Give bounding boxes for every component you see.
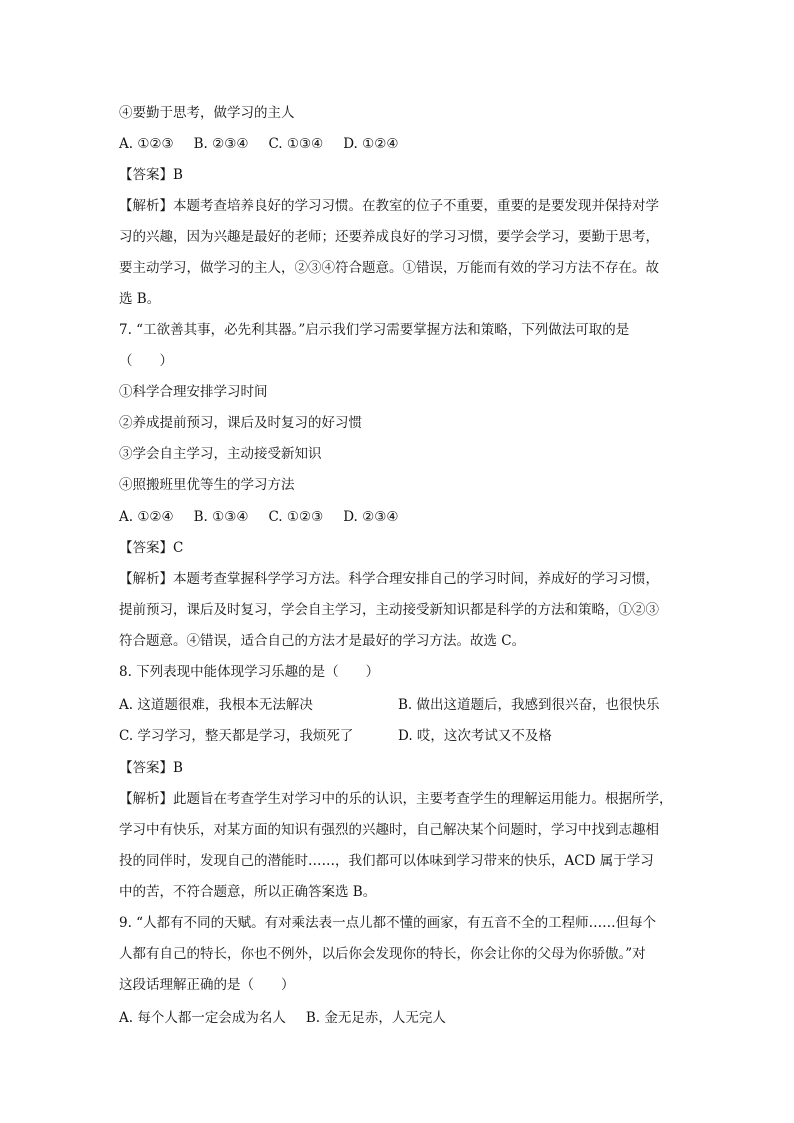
q7-stem-line: （ ）	[119, 353, 173, 369]
q7-option-c: C. ①②③	[268, 509, 324, 525]
q6-analysis-line: 【解析】本题考查培养良好的学习习惯。在教室的位子不重要，重要的是要发现并保持对学	[119, 198, 659, 214]
q7-item-2: ②养成提前预习，课后及时复习的好习惯	[119, 415, 362, 431]
q7-option-a: A. ①②④	[119, 509, 174, 525]
q7-option-b: B. ①③④	[193, 509, 249, 525]
q7-option-d: D. ②③④	[343, 509, 399, 525]
q8-option-d: D. 哎，这次考试又不及格	[398, 728, 552, 744]
q9-option-a: A. 每个人都一定会成为名人	[119, 1010, 286, 1026]
q8-answer: 【答案】B	[119, 760, 183, 776]
q8-analysis-line: 投的同伴时，发现自己的潜能时……，我们都可以体味到学习带来的快乐，ACD 属于学习	[119, 853, 654, 869]
q6-analysis-line: 习的兴趣，因为兴趣是最好的老师；还要养成良好的学习习惯，要学会学习，要勤于思考，	[119, 229, 659, 245]
q8-option-b: B. 做出这道题后，我感到很兴奋，也很快乐	[398, 697, 660, 713]
q8-option-c: C. 学习学习，整天都是学习，我烦死了	[119, 728, 354, 744]
q7-item-1: ①科学合理安排学习时间	[119, 384, 268, 400]
q7-analysis-line: 提前预习，课后及时复习，学会自主学习，主动接受新知识都是科学的方法和策略，①②③	[119, 602, 659, 618]
q8-analysis-line: 学习中有快乐，对某方面的知识有强烈的兴趣时，自己解决某个问题时，学习中找到志趣相	[119, 822, 659, 838]
q6-analysis-line: 要主动学习，做学习的主人，②③④符合题意。①错误，万能而有效的学习方法不存在。故	[119, 260, 659, 276]
q6-option-c: C. ①③④	[268, 136, 324, 152]
q8-options-row-2	[119, 728, 353, 744]
q9-stem-line: 人都有自己的特长，你也不例外，以后你会发现你的特长，你会让你的父母为你骄傲。”对	[119, 946, 646, 962]
q6-option-d: D. ①②④	[343, 136, 399, 152]
q9-stem-line: 9. “人都有不同的天赋。有对乘法表一点儿都不懂的画家，有五音不全的工程师……但每个	[119, 915, 657, 931]
q7-analysis-line: 【解析】本题考查掌握科学学习方法。科学合理安排自己的学习时间，养成好的学习习惯，	[119, 571, 659, 587]
q7-stem-line: 7. “工欲善其事，必先利其器。”启示我们学习需要掌握方法和策略，下列做法可取的是	[119, 322, 630, 338]
q7-analysis-line: 符合题意。④错误，适合自己的方法才是最好的学习方法。故选 C。	[119, 633, 526, 649]
q8-analysis-line: 中的苦，不符合题意，所以正确答案选 B。	[119, 884, 377, 900]
q9-options	[119, 1010, 466, 1026]
q6-item-4: ④要勤于思考，做学习的主人	[119, 105, 295, 121]
q7-item-4: ④照搬班里优等生的学习方法	[119, 477, 295, 493]
q8-stem: 8. 下列表现中能体现学习乐趣的是（ ）	[119, 664, 380, 680]
q6-analysis-line: 选 B。	[119, 291, 161, 307]
q6-option-a: A. ①②③	[119, 136, 174, 152]
q6-option-b: B. ②③④	[193, 136, 249, 152]
q8-option-a: A. 这道题很难，我根本无法解决	[119, 697, 313, 713]
q8-analysis-line: 【解析】此题旨在考查学生对学习中的乐的认识，主要考查学生的理解运用能力。根据所学，	[119, 791, 673, 807]
q8-options-row-1	[119, 697, 313, 713]
q9-stem-line: 这段话理解正确的是（ ）	[119, 977, 295, 993]
q6-options	[119, 136, 418, 152]
q6-answer: 【答案】B	[119, 167, 183, 183]
q7-item-3: ③学会自主学习，主动接受新知识	[119, 446, 322, 462]
q7-answer: 【答案】C	[119, 540, 184, 556]
q9-option-b: B. 金无足赤，人无完人	[305, 1010, 446, 1026]
q7-options	[119, 509, 418, 525]
